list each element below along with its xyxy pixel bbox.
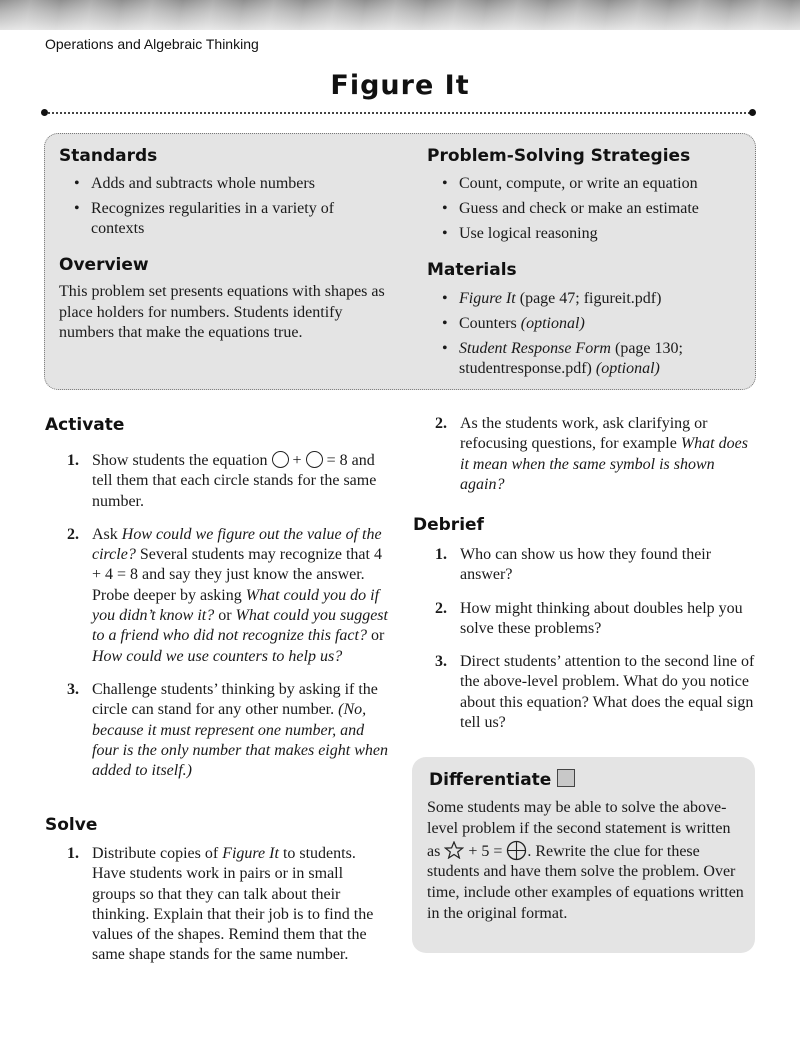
list-item: • Figure It (page 47; figureit.pdf) <box>438 289 753 309</box>
standards-list <box>70 174 385 244</box>
circle-shape-icon <box>306 451 323 468</box>
divider-dot-right <box>749 109 756 116</box>
divider-dot-left <box>41 109 48 116</box>
list-item: 3. Direct students’ attention to the second line of the above-level problem. What do you notice about this equation? What does the equal sign tell us? <box>435 653 755 732</box>
list-item: • Recognizes regularities in a variety of contexts <box>70 199 385 239</box>
list-item: • Guess and check or make an estimate <box>438 199 748 219</box>
list-item: 3. Challenge students’ thinking by asking if the circle can stand for any other number. (No, because it must represent one number, and four is the only number that makes eight when added to itself.) <box>67 680 388 780</box>
solve-heading: Solve <box>45 815 98 835</box>
materials-list <box>438 289 753 384</box>
solve-list-part2 <box>413 414 758 495</box>
section-label: Operations and Algebraic Thinking <box>45 36 259 52</box>
list-item: 2. As the students work, ask clarifying or refocusing questions, for example What does it mean when the same symbol is shown again? <box>435 415 748 493</box>
strategies-heading: Problem-Solving Strategies <box>427 146 691 166</box>
differentiate-text: Some students may be able to solve the above-level problem if the second statement is written as + 5 = . Rewrite the clue for these students and have them solve the problem. Over time, include other examples of equations written in the original format. <box>427 799 744 922</box>
standards-heading: Standards <box>59 146 158 166</box>
title-divider <box>45 112 753 114</box>
solve-list-part1 <box>45 844 390 966</box>
list-item: • Count, compute, or write an equation <box>438 174 748 194</box>
activate-list <box>45 451 390 781</box>
list-item: 1. Who can show us how they found their answer? <box>435 546 712 584</box>
circle-cross-shape-icon <box>506 840 527 861</box>
strategies-list <box>438 174 748 249</box>
star-shape-icon <box>444 841 464 859</box>
circle-shape-icon <box>272 451 289 468</box>
list-item: • Counters (optional) <box>438 314 753 334</box>
list-item: 2. How might thinking about doubles help you solve these problems? <box>435 599 743 637</box>
overview-heading: Overview <box>59 255 149 275</box>
debrief-list <box>413 545 758 733</box>
list-item: 1. Show students the equation + = 8 and tell them that each circle stands for the same number. <box>67 452 377 510</box>
overview-text: This problem set presents equations with shapes as place holders for numbers. Students identify numbers that make the equations true. <box>59 283 385 341</box>
activate-heading: Activate <box>45 415 125 435</box>
top-header-bar <box>0 0 800 30</box>
debrief-heading: Debrief <box>413 515 484 535</box>
page-title: Figure It <box>330 70 470 101</box>
list-item: • Use logical reasoning <box>438 224 748 244</box>
differentiate-heading: Differentiate <box>429 769 575 790</box>
list-item: • Adds and subtracts whole numbers <box>70 174 385 194</box>
list-item: • Student Response Form (page 130; studentresponse.pdf) (optional) <box>438 339 753 379</box>
list-item: 1. Distribute copies of Figure It to students. Have students work in pairs or in small groups so that they can talk about their thinking. Explain that their job is to find the values of the shapes. Remind them that the same shape stands for the same number. <box>67 845 374 964</box>
materials-heading: Materials <box>427 260 517 280</box>
differentiate-square-icon <box>557 769 575 787</box>
list-item: 2. Ask How could we figure out the value of the circle? Several students may recognize that 4 + 4 = 8 and say they just know the answer. Probe deeper by asking What could you do if you didn’t know it? or What could you suggest to a friend who did not recognize this fact? or How could we use counters to help us? <box>67 525 388 665</box>
